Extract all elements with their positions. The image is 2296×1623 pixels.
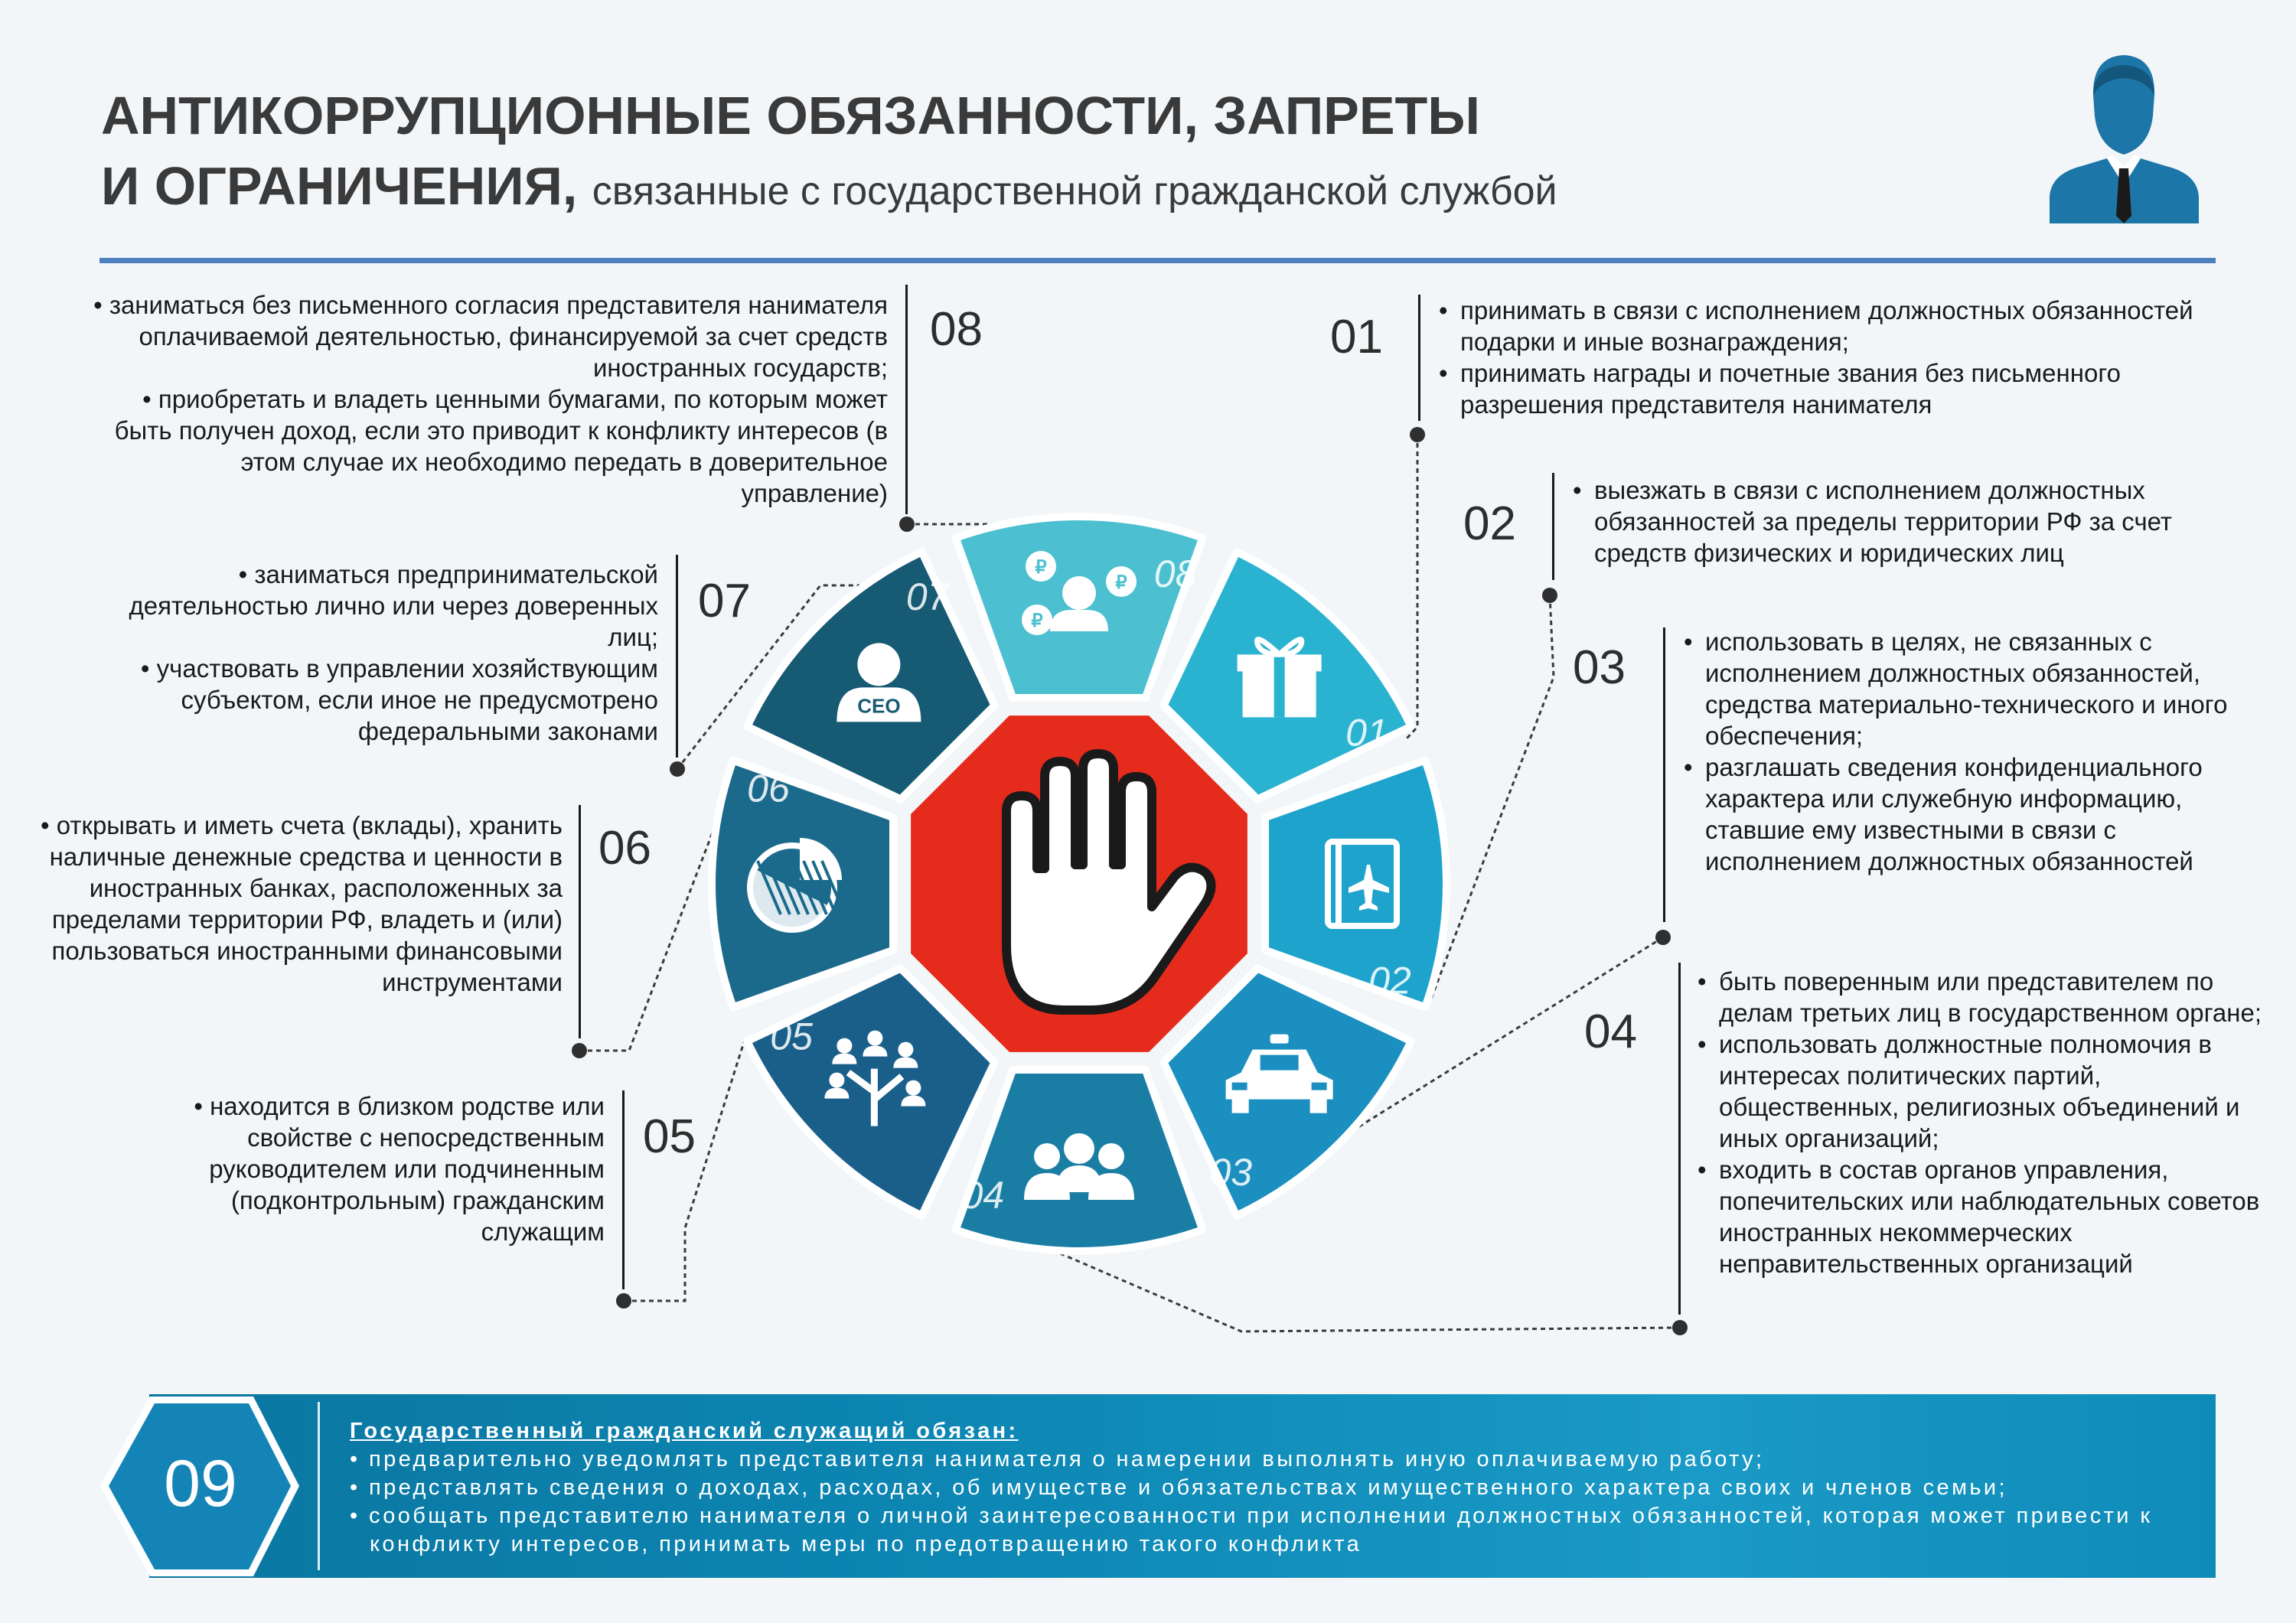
block-04-item-1: • быть поверенным или представителем по делам третьих лиц в государственном органе; <box>1698 966 2272 1028</box>
segment-01-number: 01 <box>1345 711 1388 754</box>
obligations-number-badge <box>96 1393 303 1580</box>
block-06-item-1: • открывать и иметь счета (вклады), хранить наличные денежные средства и ценности в иностранных банках, расположенных за пределами территории РФ, владеть и (или) пользоваться иностранными финансовыми инструментами <box>31 810 563 998</box>
block-05-divider <box>622 1090 625 1289</box>
obligations-heading: Государственный гражданский служащий обязан: <box>350 1419 1019 1443</box>
obligations-text <box>350 1417 2187 1559</box>
segment-03-number: 03 <box>1209 1150 1253 1194</box>
title-line-2: И ОГРАНИЧЕНИЯ, <box>101 156 578 216</box>
block-02-divider <box>1552 473 1554 580</box>
block-06-divider <box>579 805 581 1038</box>
block-01-item-1: • принимать в связи с исполнением должностных обязанностей подарки и иные вознаграждения; <box>1439 295 2204 357</box>
block-08-item-2: • приобретать и владеть ценными бумагами, по которым может быть получен доход, если это приводит к конфликту интересов (в этом случае их необходимо передать в доверительное управление) <box>92 383 888 509</box>
block-04-text <box>1698 966 2272 1279</box>
block-08-divider <box>905 285 908 514</box>
block-07-text <box>84 559 658 747</box>
block-05-number: 05 <box>643 1110 696 1163</box>
obligations-band <box>149 1394 2216 1578</box>
block-01-divider <box>1418 295 1420 421</box>
obligations-number: 09 <box>164 1447 237 1520</box>
segment-05 <box>747 969 994 1216</box>
segment-03 <box>1164 969 1411 1216</box>
svg-text:₽: ₽ <box>1035 557 1047 578</box>
segment-02-shape <box>1265 761 1446 1008</box>
block-06-text <box>31 810 563 998</box>
block-01-text <box>1439 295 2204 420</box>
block-07-divider <box>676 555 678 758</box>
block-01-item-2: • принимать награды и почетные звания без письменного разрешения представителя нанимателя <box>1439 357 2204 420</box>
segment-04-number: 04 <box>961 1174 1005 1217</box>
block-07-number: 07 <box>698 575 751 627</box>
block-06-number: 06 <box>598 822 651 875</box>
block-07-item-2: • участвовать в управлении хозяйствующим субъектом, если иное не предусмотрено федеральными законами <box>84 653 658 747</box>
block-02-text <box>1573 474 2262 569</box>
block-04-divider <box>1678 963 1681 1315</box>
block-04-number: 04 <box>1584 1005 1637 1058</box>
block-08-number: 08 <box>930 303 983 356</box>
segment-06-number: 06 <box>747 767 790 810</box>
block-07-item-1: • заниматься предпринимательской деятельностью лично или через доверенных лиц; <box>84 559 658 653</box>
block-03-item-1: • использовать в целях, не связанных с исполнением должностных обязанностей, средства материально-технического и иного обеспечения; <box>1684 626 2265 751</box>
obligation-item-2: • представлять сведения о доходах, расходах, об имуществе и обязательствах имущественного характера своих и членов семьи; <box>350 1474 2187 1502</box>
segment-07-number: 07 <box>905 575 949 619</box>
block-04-item-2: • использовать должностные полномочия в интересах политических партий, общественных, религиозных объединений и иных организаций; <box>1698 1028 2272 1154</box>
stop-sign <box>911 715 1247 1052</box>
block-08-text <box>92 289 888 509</box>
block-03-item-2: • разглашать сведения конфиденциального характера или служебную информацию, ставшие ему известными в связи с исполнением должностных обязанностей <box>1684 751 2265 877</box>
block-05-item-1: • находится в близком родстве или свойстве с непосредственным руководителем или подчиненным (подконтрольным) гражданским служащим <box>138 1090 605 1247</box>
block-04-item-3: • входить в состав органов управления, попечительских или наблюдательных советов иностранных некоммерческих неправительственных организаций <box>1698 1154 2272 1279</box>
title-line-1: АНТИКОРРУПЦИОННЫЕ ОБЯЗАННОСТИ, ЗАПРЕТЫ <box>101 86 1480 145</box>
block-03-text <box>1684 626 2265 877</box>
svg-text:₽: ₽ <box>1115 572 1127 593</box>
segment-02-number: 02 <box>1368 959 1411 1002</box>
segment-02 <box>1265 761 1446 1008</box>
obligation-item-3: • сообщать представителю нанимателя о личной заинтересованности при исполнении должностных обязанностей, которая может привести к конфликту интересов, принимать меры по предотвращению такого конфликта <box>350 1502 2187 1559</box>
block-03-divider <box>1663 627 1665 922</box>
segment-06 <box>712 761 893 1008</box>
segment-05-number: 05 <box>770 1015 813 1058</box>
block-01-number: 01 <box>1330 311 1383 363</box>
segment-04 <box>956 1070 1203 1251</box>
band-divider <box>318 1402 320 1570</box>
svg-text:₽: ₽ <box>1031 611 1043 631</box>
obligation-item-1: • предварительно уведомлять представителя нанимателя о намерении выполнять иную оплачиваемую работу; <box>350 1445 2187 1474</box>
segment-07 <box>747 552 994 799</box>
block-03-number: 03 <box>1573 641 1626 694</box>
block-08-item-1: • заниматься без письменного согласия представителя нанимателя оплачиваемой деятельностью, финансируемой за счет средств иностранных государств; <box>92 289 888 383</box>
segment-08-number: 08 <box>1153 552 1197 595</box>
block-05-text <box>138 1090 605 1247</box>
svg-text:CEO: CEO <box>857 694 901 718</box>
segment-01 <box>1164 552 1411 799</box>
page-subtitle: связанные с государственной гражданской службой <box>592 169 1557 213</box>
block-02-item-1: • выезжать в связи с исполнением должностных обязанностей за пределы территории РФ за счет средств физических и юридических лиц <box>1573 474 2262 569</box>
segment-06-shape <box>712 761 893 1008</box>
segment-08 <box>956 517 1203 698</box>
block-02-number: 02 <box>1463 497 1516 550</box>
